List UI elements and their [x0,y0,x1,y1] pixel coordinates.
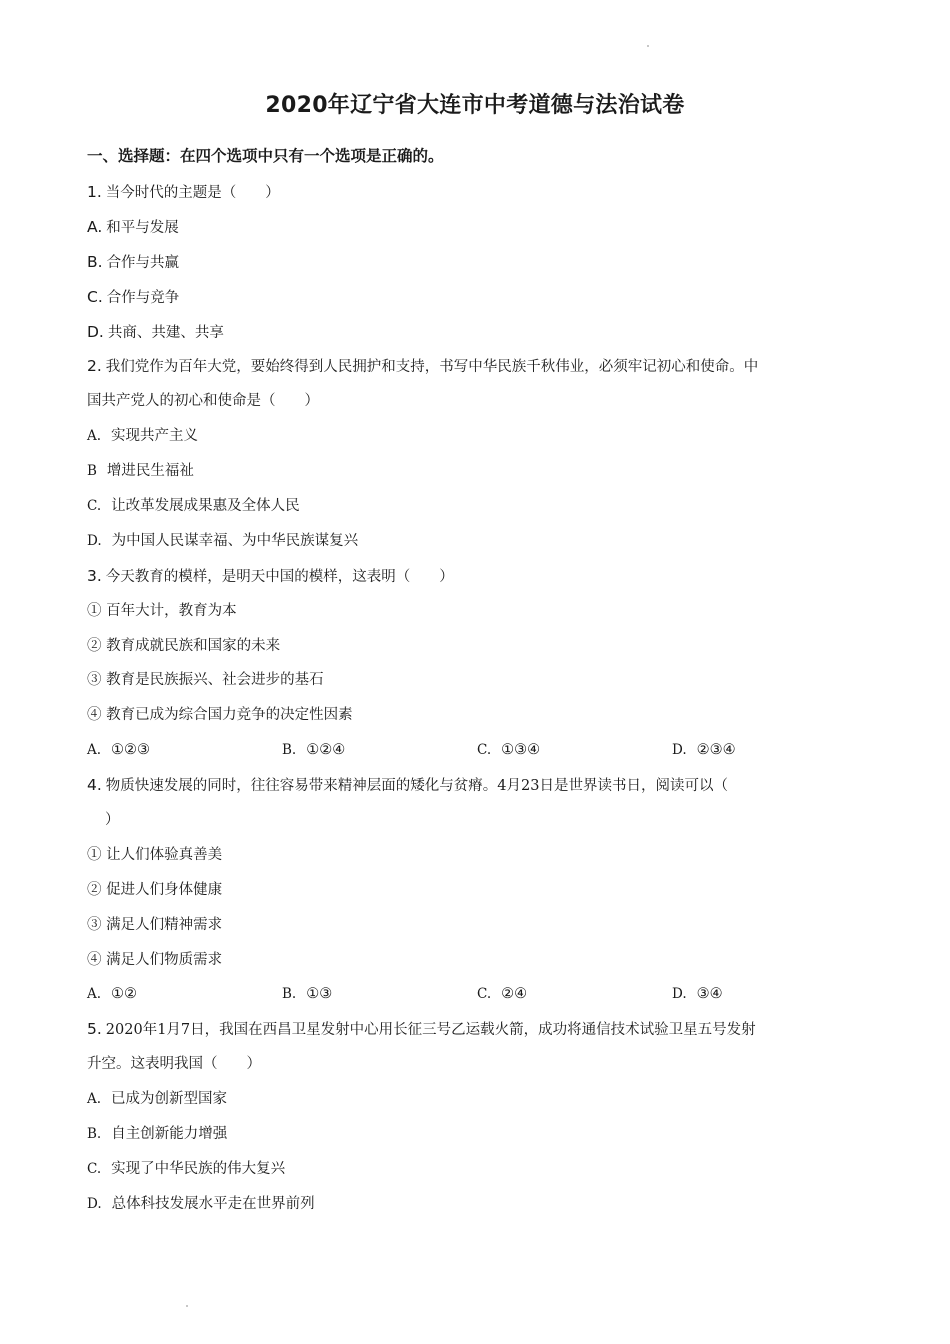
statement-item: ③ 满足人们精神需求 [87,916,223,933]
option-c: C. 合作与竞争 [87,287,180,306]
statement-item: ① 让人们体验真善美 [87,846,223,863]
option-d: D. 为中国人民谋幸福、为中华民族谋复兴 [87,532,359,549]
statement-item: ② 教育成就民族和国家的未来 [87,637,281,654]
question-text: 物质快速发展的同时，往往容易带来精神层面的矮化与贫瘠。4月23日是世界读书日，阅读可以（ [105,778,728,795]
option-row [87,977,877,1012]
option-c: C. 实现了中华民族的伟大复兴 [87,1160,286,1177]
statement-item: ① 百年大计，教育为本 [87,602,237,619]
statement-item: ③ 教育是民族振兴、社会进步的基石 [87,672,324,689]
option-b: B. ①②④ [282,742,346,759]
statement-item: ④ 满足人们物质需求 [87,951,223,968]
option-d: D. 共商、共建、共享 [87,322,224,341]
option-b: B 增进民生福祉 [87,463,194,480]
speck-top [647,45,649,47]
question-text: 今天教育的模样，是明天中国的模样，这表明（ ） [105,568,454,585]
question-text: 2020年1月7日，我国在西昌卫星发射中心用长征三号乙运载火箭，成功将通信技术试验卫星五号发射 [105,1022,756,1039]
question-5 [87,1012,877,1047]
option-b: B. 合作与共赢 [87,252,180,271]
option-a: A. ①② [87,986,138,1003]
option-a: A. ①②③ [87,742,151,759]
option-row [87,733,877,768]
option-a: A. 和平与发展 [87,217,179,236]
question-number: 5. [87,1020,102,1039]
option-c: C. 让改革发展成果惠及全体人民 [87,498,300,515]
question-4 [87,768,877,803]
question-list [87,175,877,1222]
question-number: 1. [87,183,102,201]
question-1 [87,175,877,210]
page-title: 2020年辽宁省大连市中考道德与法治试卷 [265,93,685,118]
speck-bottom [186,1305,188,1307]
option-d: D. 总体科技发展水平走在世界前列 [87,1195,315,1212]
question-number: 3. [87,566,102,585]
question-number: 4. [87,776,102,795]
question-number: 2. [87,357,102,376]
question-text: 当今时代的主题是（ ） [105,185,280,201]
option-b: B. ①③ [282,986,333,1003]
option-d: D. ②③④ [672,742,736,759]
question-3 [87,559,877,594]
question-2-continued: 国共产党人的初心和使命是（ ） [87,393,319,410]
option-b: B. 自主创新能力增强 [87,1126,228,1143]
question-4-continued: ） [105,812,120,829]
question-text: 我们党作为百年大党，要始终得到人民拥护和支持，书写中华民族千秋伟业，必须牢记初心和使命。中 [105,359,759,376]
question-5-continued: 升空。这表明我国（ ） [87,1056,261,1073]
section-heading: 一、选择题：在四个选项中只有一个选项是正确的。 [87,147,444,165]
option-c: C. ②④ [477,986,528,1003]
statement-item: ④ 教育已成为综合国力竞争的决定性因素 [87,707,353,724]
option-a: A. 实现共产主义 [87,428,199,445]
option-a: A. 已成为创新型国家 [87,1091,228,1108]
option-c: C. ①③④ [477,742,541,759]
option-d: D. ③④ [672,986,723,1003]
question-2 [87,349,877,384]
statement-item: ② 促进人们身体健康 [87,881,223,898]
